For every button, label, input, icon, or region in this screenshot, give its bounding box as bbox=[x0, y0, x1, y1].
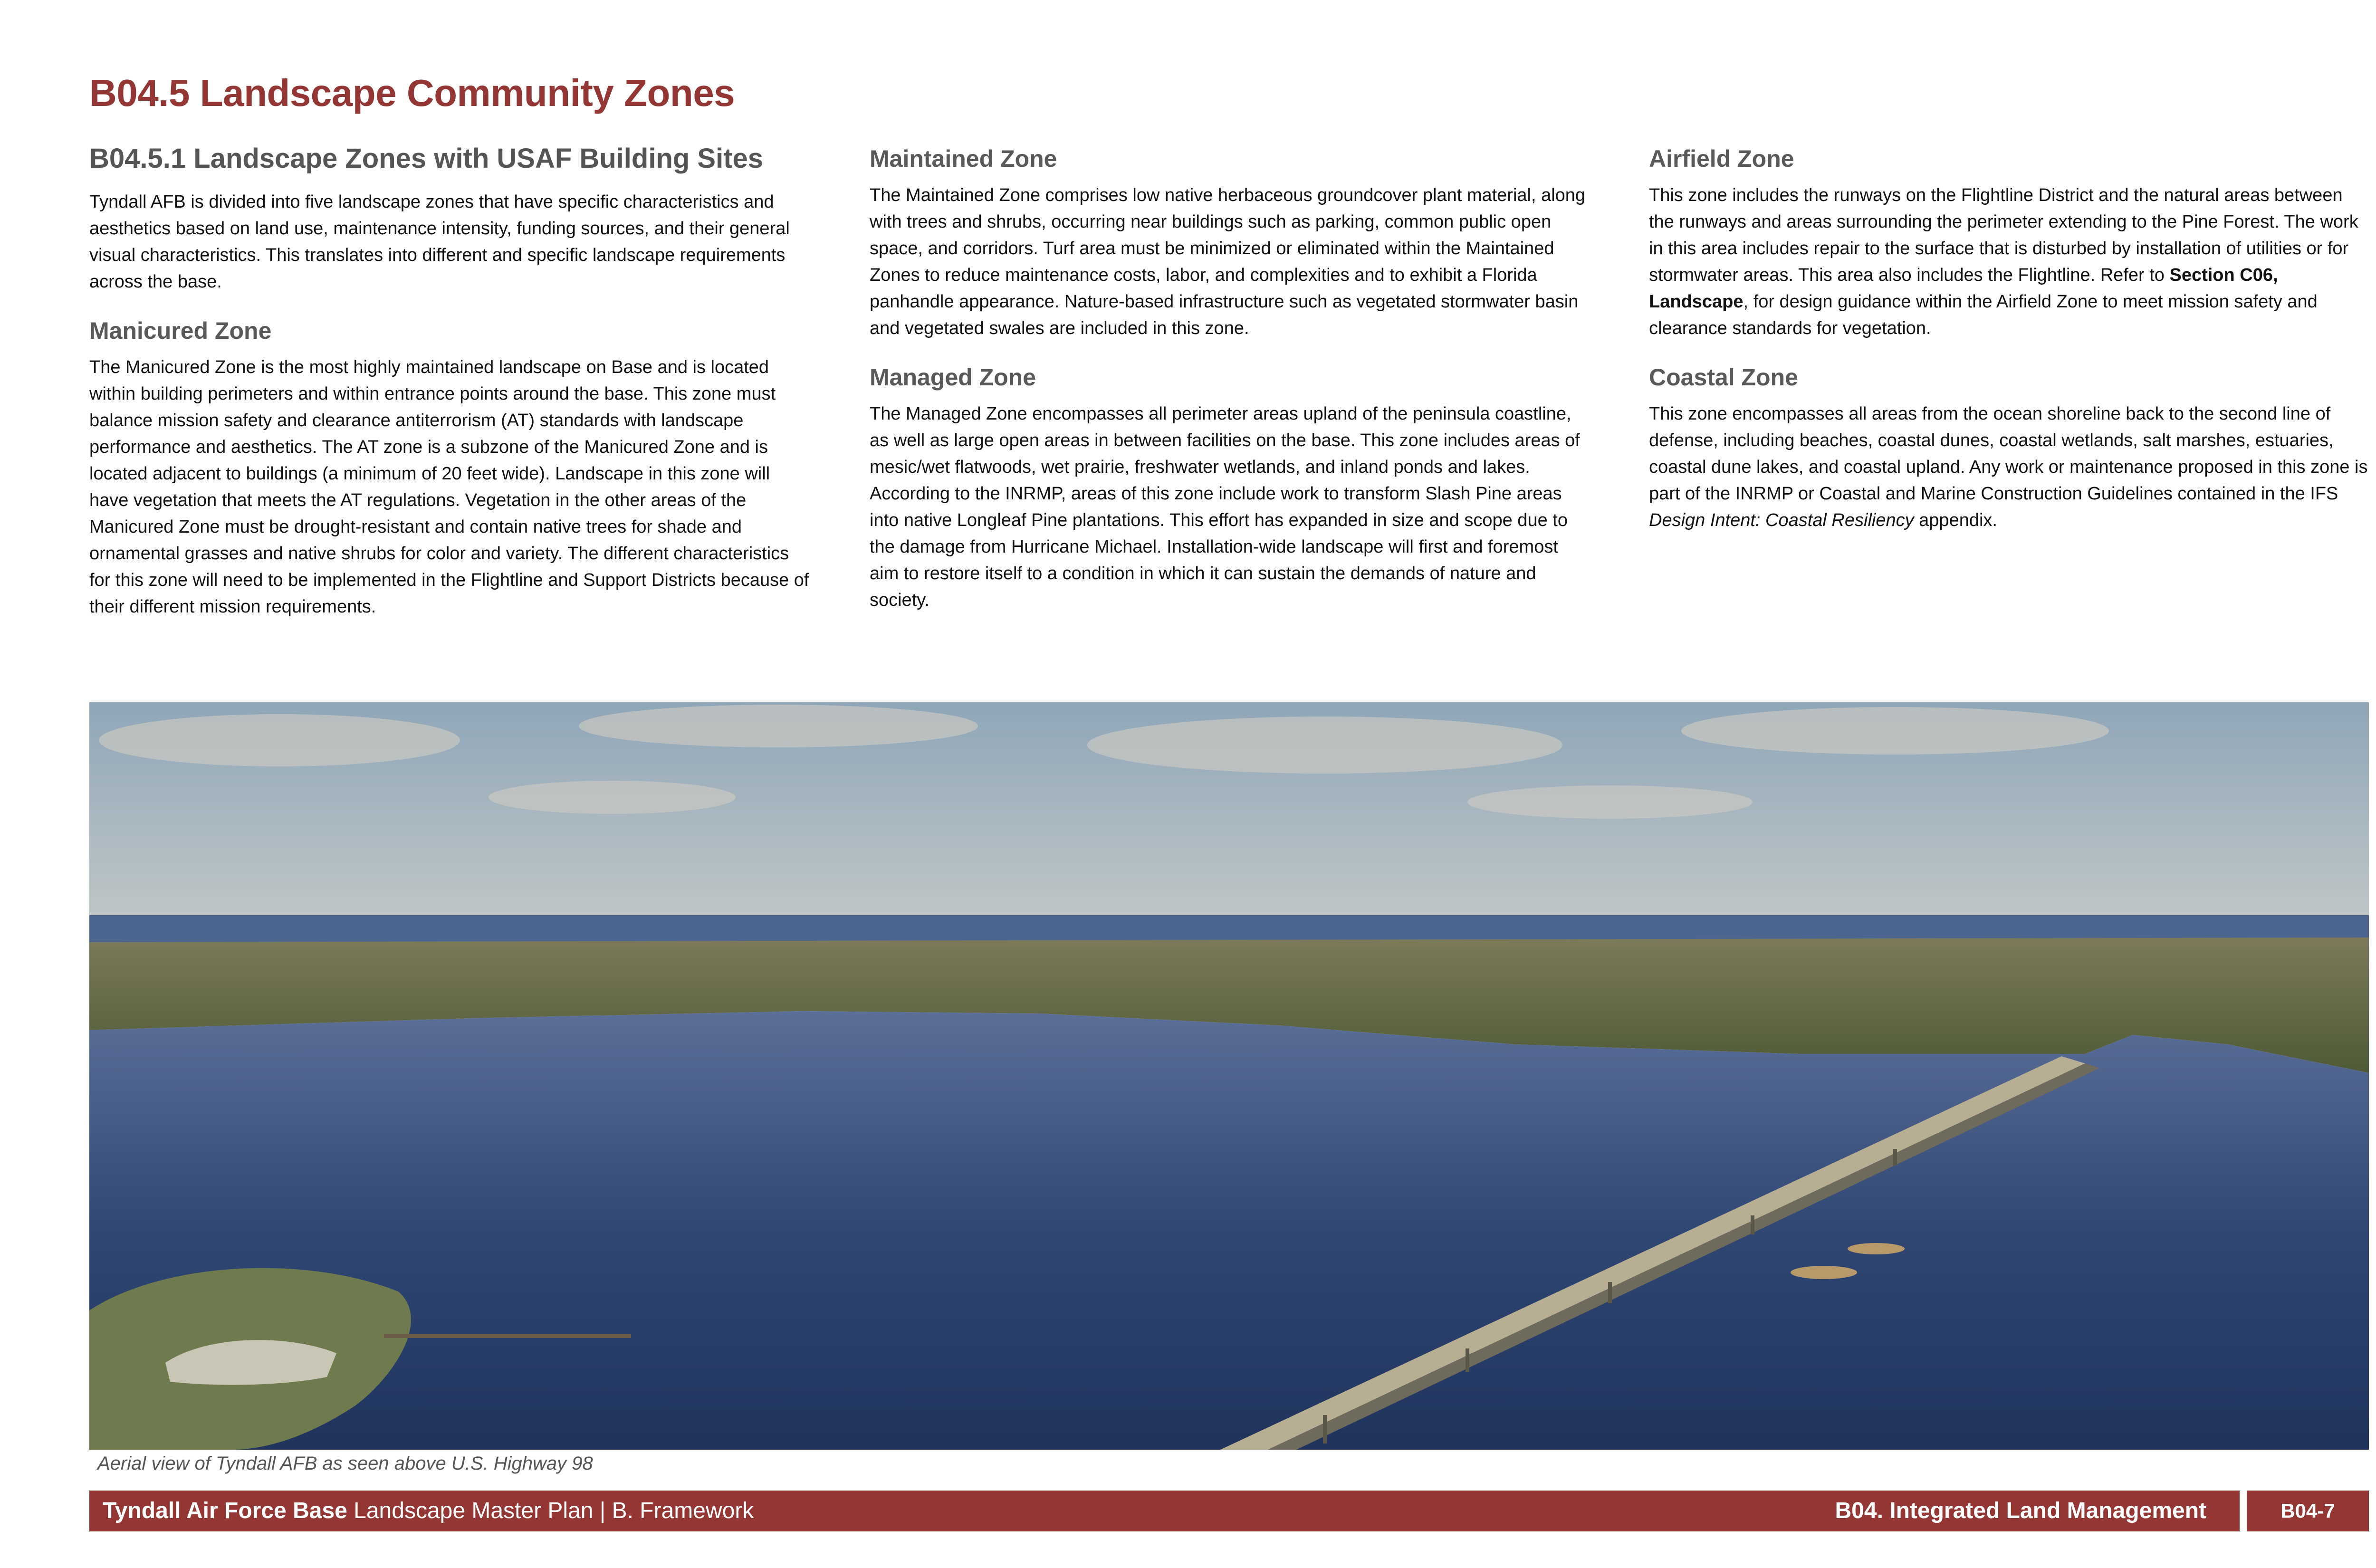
footer-document-title bbox=[103, 1491, 754, 1531]
intro-paragraph: Tyndall AFB is divided into five landscape zones that have specific characteristics and aesthetics based on land use, maintenance intensity, funding sources, and their general visual characteristics. This translates into different and specific landscape requirements across the base. bbox=[89, 192, 790, 292]
airfield-zone-title: Airfield Zone bbox=[1649, 145, 1794, 172]
column-3 bbox=[1649, 145, 2371, 555]
footer-section: B04. Integrated Land Management bbox=[1835, 1498, 2206, 1523]
footer bbox=[89, 1491, 2369, 1531]
coastal-zone-text bbox=[1649, 401, 2371, 534]
coastal-text-a: This zone encompasses all areas from the ocean shoreline back to the second line of defense, including beaches, coastal dunes, coastal wetlands, salt marshes, estuaries, coastal dune lakes, and coastal upland. Any work or maintenance proposed in this zone is part of the INRMP or Coastal and Marine Construction Guidelines contained in the IFS bbox=[1649, 404, 2368, 504]
manicured-zone-title: Manicured Zone bbox=[89, 317, 272, 344]
managed-zone-text: The Managed Zone encompasses all perimeter areas upland of the peninsula coastline, as well as large open areas in between facilities on the base. This zone includes areas of mesic/wet flatwoods, wet prairie, freshwater wetlands, and inland ponds and lakes. According to the INRMP, areas of this zone include work to transform Slash Pine areas into native Longleaf Pine plantations. This effort has expanded in size and scope due to the damage from Hurricane Michael. Installation-wide landscape will first and foremost aim to restore itself to a condition in which it can sustain the demands of nature and society. bbox=[870, 404, 1580, 610]
airfield-text-a: This zone includes the runways on the Flightline District and the natural areas between the runways and areas surrounding the perimeter extending to the Pine Forest. The work in this area includes repair to the surface that is disturbed by installation of utilities or for stormwater areas. This area also includes the Flightline. Refer to bbox=[1649, 185, 2358, 285]
coastal-text-b: appendix. bbox=[1914, 510, 1997, 530]
section-heading: B04.5.1 Landscape Zones with USAF Building Sites bbox=[89, 143, 764, 174]
footer-bar bbox=[89, 1491, 2240, 1531]
airfield-zone-text bbox=[1649, 182, 2371, 342]
aerial-photo bbox=[89, 702, 2369, 1450]
maintained-zone-title: Maintained Zone bbox=[870, 145, 1057, 172]
page-number: B04-7 bbox=[2247, 1491, 2369, 1531]
column-2 bbox=[870, 145, 1592, 635]
coastal-zone-title: Coastal Zone bbox=[1649, 364, 1798, 391]
footer-org: Tyndall Air Force Base bbox=[103, 1498, 347, 1523]
maintained-zone-text: The Maintained Zone comprises low native herbaceous groundcover plant material, along with trees and shrubs, occurring near buildings such as parking, common public open space, and corridors. Turf area must be minimized or eliminated within the Maintained Zones to reduce maintenance costs, labor, and complexities and to exhibit a Florida panhandle appearance. Nature-based infrastructure such as vegetated stormwater basin and vegetated swales are included in this zone. bbox=[870, 185, 1586, 338]
photo-caption: Aerial view of Tyndall AFB as seen above U.S. Highway 98 bbox=[97, 1453, 593, 1474]
appendix-reference: Design Intent: Coastal Resiliency bbox=[1649, 510, 1914, 530]
manicured-zone-text: The Manicured Zone is the most highly maintained landscape on Base and is located within building perimeters and within entrance points around the base. This zone must balance mission safety and clearance antiterrorism (AT) standards with landscape performance and aesthetics. The AT zone is a subzone of the Manicured Zone and is located adjacent to buildings (a minimum of 20 feet wide). Landscape in this zone will have vegetation that meets the AT regulations. Vegetation in the other areas of the Manicured Zone must be drought-resistant and contain native trees for shade and ornamental grasses and native shrubs for color and variety. The different characteristics for this zone will need to be implemented in the Flightline and Support Districts because of their different mission requirements. bbox=[89, 357, 809, 617]
managed-zone-title: Managed Zone bbox=[870, 364, 1036, 391]
footer-doc: Landscape Master Plan | B. Framework bbox=[347, 1498, 754, 1523]
page-title: B04.5 Landscape Community Zones bbox=[89, 72, 735, 114]
section-reference: Section C06, Landscape bbox=[1649, 265, 2278, 312]
airfield-text-b: , for design guidance within the Airfield Zone to meet mission safety and clearance standards for vegetation. bbox=[1649, 292, 2318, 338]
column-1 bbox=[89, 143, 812, 642]
